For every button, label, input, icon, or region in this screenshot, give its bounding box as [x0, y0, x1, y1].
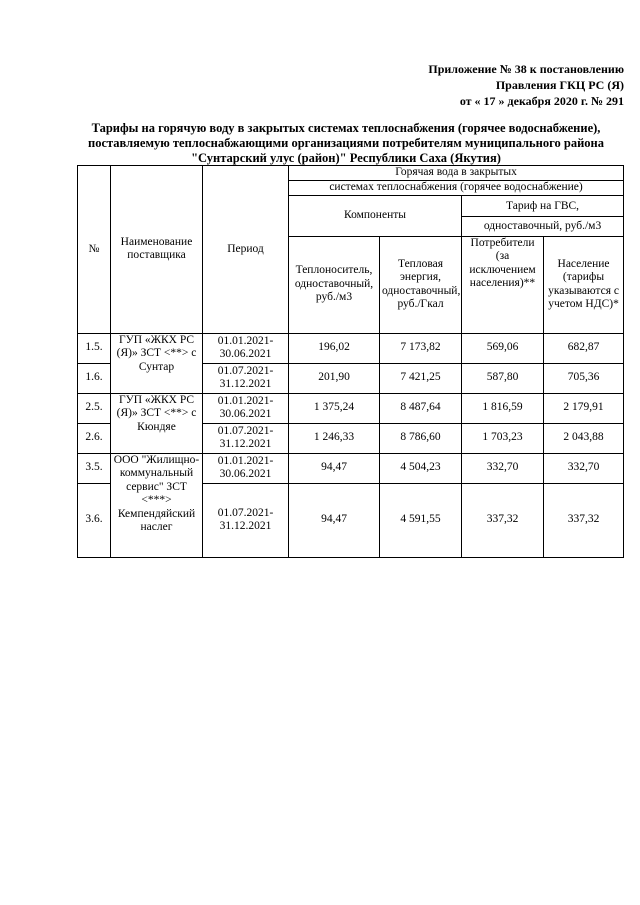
row-heat-energy: 7 421,25 — [380, 363, 462, 393]
tariff-table — [77, 165, 624, 558]
row-heat-carrier: 201,90 — [289, 363, 380, 393]
row-population: 705,36 — [544, 363, 624, 393]
row-consumers: 337,32 — [462, 483, 544, 557]
row-heat-carrier: 1 375,24 — [289, 393, 380, 423]
header-num: № — [78, 166, 111, 334]
row-consumers: 587,80 — [462, 363, 544, 393]
header-heat-energy: Тепловая энергия, одноставочный, руб./Гкал — [380, 236, 462, 333]
row-num: 2.6. — [78, 423, 111, 453]
row-population: 2 179,91 — [544, 393, 624, 423]
row-num: 1.6. — [78, 363, 111, 393]
supplier-name: ГУП «ЖКХ РС (Я)» ЗСТ <**> с Сунтар — [111, 333, 203, 393]
header-supplier: Наименование поставщика — [111, 166, 203, 334]
header-tariff-1: Тариф на ГВС, — [462, 196, 623, 217]
row-num: 3.5. — [78, 453, 111, 483]
title-line-2: поставляемую теплоснабжающими организациями потребителям муниципального района — [88, 136, 604, 150]
row-num: 3.6. — [78, 483, 111, 557]
row-heat-energy: 8 487,64 — [380, 393, 462, 423]
row-population: 332,70 — [544, 453, 624, 483]
row-period: 01.01.2021-30.06.2021 — [203, 453, 289, 483]
row-heat-energy: 8 786,60 — [380, 423, 462, 453]
row-period: 01.01.2021-30.06.2021 — [203, 333, 289, 363]
row-consumers: 569,06 — [462, 333, 544, 363]
row-consumers: 1 816,59 — [462, 393, 544, 423]
table-row — [78, 393, 624, 423]
header-components: Компоненты — [289, 195, 462, 236]
appendix-header — [304, 61, 624, 109]
row-heat-carrier: 94,47 — [289, 453, 380, 483]
header-hot-water-2: системах теплоснабжения (горячее водоснабжение) — [289, 180, 624, 195]
appendix-line-3: от « 17 » декабря 2020 г. № 291 — [459, 94, 624, 108]
document-title — [60, 121, 632, 166]
row-heat-energy: 4 591,55 — [380, 483, 462, 557]
row-period: 01.01.2021-30.06.2021 — [203, 393, 289, 423]
row-heat-energy: 7 173,82 — [380, 333, 462, 363]
row-population: 682,87 — [544, 333, 624, 363]
row-heat-energy: 4 504,23 — [380, 453, 462, 483]
title-line-3: "Сунтарский улус (район)" Республики Саха (Якутия) — [191, 151, 501, 165]
header-hot-water-1: Горячая вода в закрытых — [289, 166, 624, 181]
row-population: 337,32 — [544, 483, 624, 557]
row-population: 2 043,88 — [544, 423, 624, 453]
header-consumers: Потребители (за исключением населения)** — [462, 236, 544, 333]
row-period: 01.07.2021-31.12.2021 — [203, 363, 289, 393]
row-period: 01.07.2021-31.12.2021 — [203, 423, 289, 453]
table-row — [78, 453, 624, 483]
header-period: Период — [203, 166, 289, 334]
supplier-name: ООО "Жилищно-коммунальный сервис" ЗСТ <***> Кемпендяйский наслег — [111, 453, 203, 557]
row-period: 01.07.2021-31.12.2021 — [203, 483, 289, 557]
row-consumers: 332,70 — [462, 453, 544, 483]
appendix-line-1: Приложение № 38 к постановлению — [428, 62, 624, 76]
header-heat-carrier: Теплоноситель, одноставочный, руб./м3 — [289, 236, 380, 333]
supplier-name: ГУП «ЖКХ РС (Я)» ЗСТ <**> с Кюндяе — [111, 393, 203, 453]
row-heat-carrier: 94,47 — [289, 483, 380, 557]
table-row — [78, 333, 624, 363]
header-tariff-2: одноставочный, руб./м3 — [483, 219, 602, 232]
row-heat-carrier: 196,02 — [289, 333, 380, 363]
header-population: Население (тарифы указываются с учетом НДС)* — [544, 236, 624, 333]
appendix-line-2: Правления ГКЦ РС (Я) — [495, 78, 624, 92]
title-line-1: Тарифы на горячую воду в закрытых системах теплоснабжения (горячее водоснабжение), — [91, 121, 601, 135]
row-num: 2.5. — [78, 393, 111, 423]
row-heat-carrier: 1 246,33 — [289, 423, 380, 453]
row-consumers: 1 703,23 — [462, 423, 544, 453]
row-num: 1.5. — [78, 333, 111, 363]
